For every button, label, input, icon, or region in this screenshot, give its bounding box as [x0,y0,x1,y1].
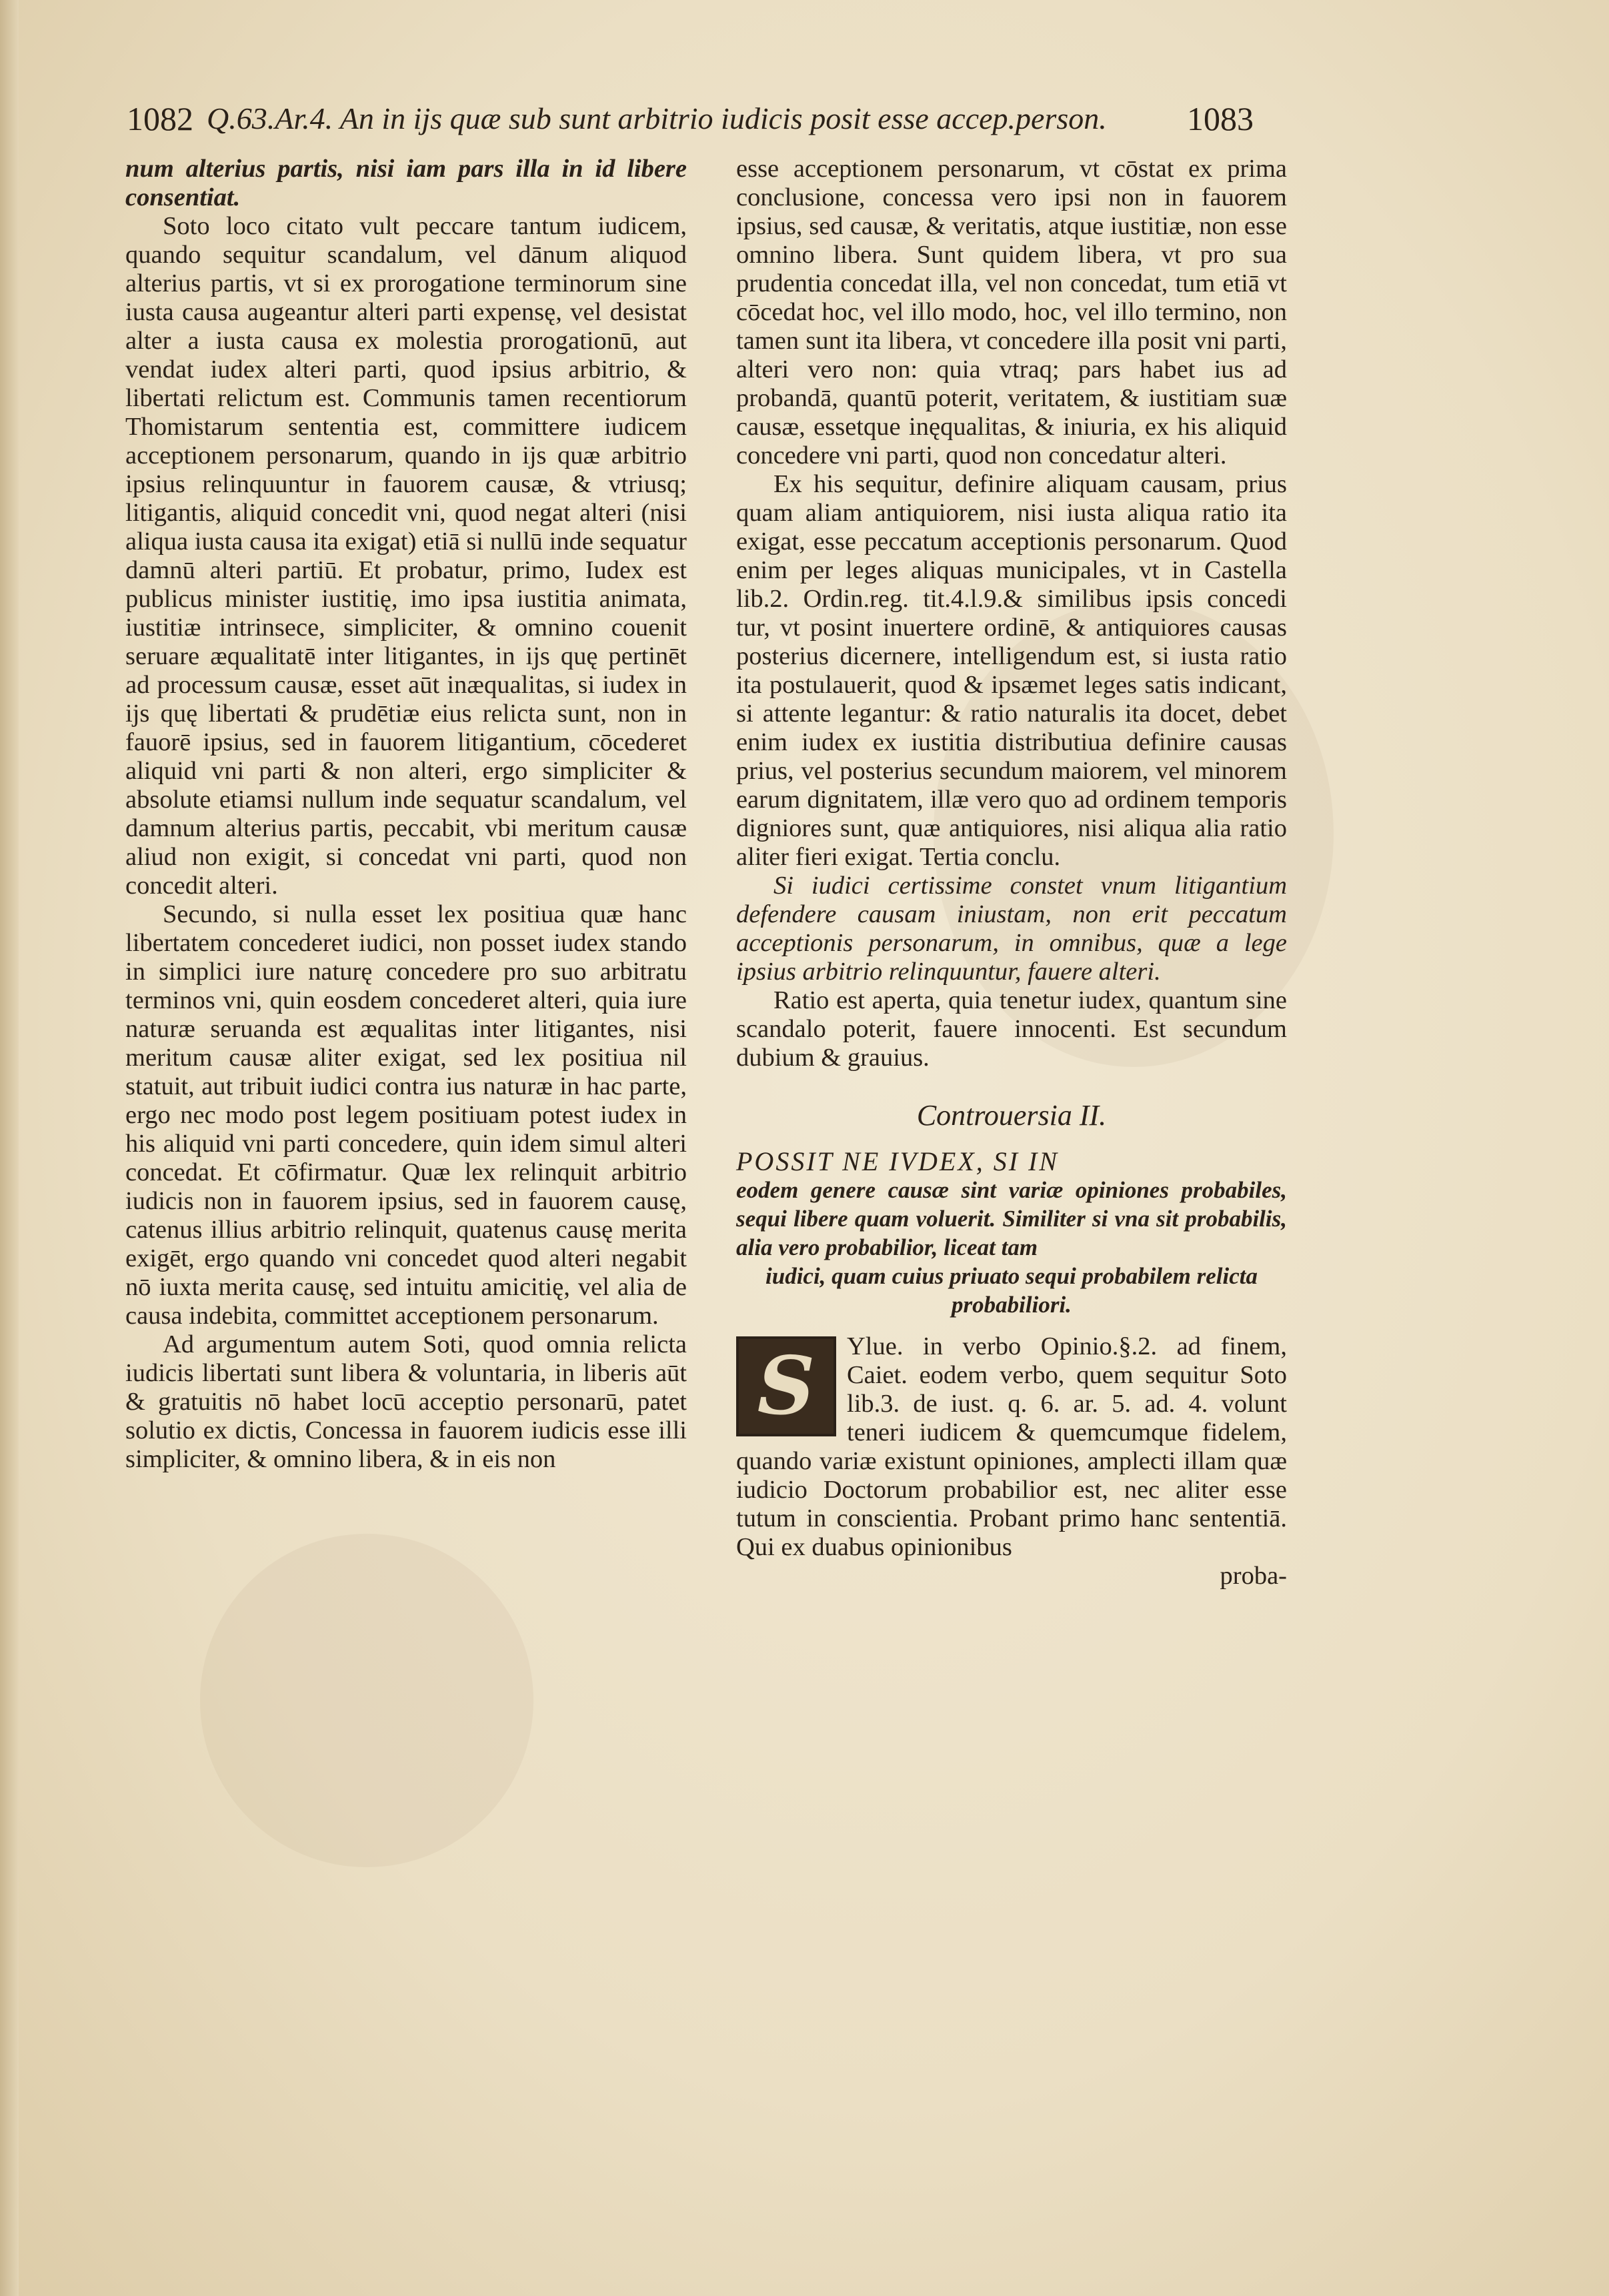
page-number-right: 1083 [1187,100,1254,137]
right-conclusion-italic: Si iudici certissime constet vnum litigantium defendere causam iniustam, non erit peccatum acceptionis personarum, in omnibus, quæ a lege ipsius arbitrio relinquuntur, fauere alteri. [736,872,1287,986]
page-number-left: 1082 [127,100,193,137]
left-paragraph-2: Soto loco citato vult peccare tantum iudicem, quando sequitur scandalum, vel dānum aliquod alterius partis, vt si ex prorogatione terminorum sine iusta causa augeantur alteri parti expensę, vel desistat alter a iusta causa ex molestia prorogationū, aut vendat iudex alteri parti, quod ipsius arbitrio, & libertati relictum est. Communis tamen recentiorum Thomistarum sententia est, committere iudicem acceptionem personarum, quando in ijs quæ arbitrio ipsius relinquuntur in fauorem causæ, & vtriusq; litigantis, aliquid concedit vni, quod negat alteri (nisi aliqua iusta causa ita exigat) etiā si nullū inde sequatur damnū alteri partiū. Et probatur, primo, Iudex est publicus minister iustitię, imo ipsa iustitia animata, iustitiæ intrinsece, simpliciter, & omnino couenit seruare æqualitatē inter litigantes, in ijs quę pertinēt ad processum causæ, esset aūt inæqualitas, si iudex in ijs quę libertati & prudētiæ eius relicta sunt, non in fauorē ipsius, sed in fauorem litigantium, cōcederet aliquid vni parti & non alteri, ergo simpliciter & absolute etiamsi nullum inde sequatur scandalum, vel damnum alterius partis, peccabit, vbi meritum causæ aliud non exigit, si concedat vni parti, quod non concedit alteri. [125,212,687,900]
question-text-last: iudici, quam cuius priuato sequi probabilem relicta probabiliori. [765,1263,1258,1318]
right-paragraph-1: esse acceptionem personarum, vt cōstat ex prima conclusione, concessa vero ipsi non in fauorem ipsius, sed causæ, & veritatis, atque iustitiæ, non esse omnino libera. Sunt quidem libera, vt pro sua prudentia concedat illa, vel non concedat, tum etiā vt cōcedat hoc, vel illo modo, hoc, vel illo termino, non tamen sunt ita libera, vt concedere illa posit vni parti, alteri vero non: quia vtraq; pars habet ius ad probandā, quantū poterit, veritatem, & iustitiam suæ causæ, essetque inęqualitas, & iniuria, ex his aliquid concedere vni parti, quod non concedatur alteri. [736,155,1287,469]
right-paragraph-4: Ratio est aperta, quia tenetur iudex, quantum sine scandalo poterit, fauere innocenti. Est secundum dubium & grauius. [736,986,1287,1072]
left-column [125,155,687,1474]
right-column [736,155,1287,1590]
question-text: eodem genere causæ sint variæ opiniones probabiles, sequi libere quam voluerit. Similiter si vna sit probabilis, alia vero probabilior, liceat tam [736,1177,1287,1260]
running-title: Q.63.Ar.4. An in ijs quæ sub sunt arbitrio iudicis posit esse accep.person. [207,101,1107,135]
left-paragraph-1: num alterius partis, nisi iam pars illa in id libere consentiat. [125,155,687,211]
left-paragraph-3: Secundo, si nulla esset lex positiua quæ hanc libertatem concederet iudici, non posset iudex stando in simplici iure naturę concedere pro suo arbitratu terminos vni, quin eosdem concederet alteri, quia iure naturæ seruanda est æqualitas inter litigantes, nisi meritum causæ aliter exigat, sed lex positiua nil statuit, aut tribuit iudici contra ius naturæ in hac parte, ergo nec modo post legem positiuam potest iudex in his aliquid vni parti concedere, quin idem simul alteri concedat. Et cōfirmatur. Quæ lex relinquit arbitrio iudicis non in fauorem ipsius, sed in fauorem causę, catenus illius arbitrio relinquit, quatenus causę merita exigēt, ergo quando vni concedet quod alteri negabit nō iuxta merita causę, sed intuitu amicitię, vel alia de causa indebita, committet acceptionem personarum. [125,900,687,1330]
binding-gutter [0,0,19,2296]
left-paragraph-4: Ad argumentum autem Soti, quod omnia relicta iudicis libertati sunt libera & voluntaria, in liberis aūt & gratuitis nō habet locū acceptio personarū, patet solutio ex dictis, Concessa in fauorem iudicis esse illi simpliciter, & omnino libera, & in eis non [125,1330,687,1473]
decorated-initial [736,1336,836,1436]
right-paragraph-2: Ex his sequitur, definire aliquam causam, prius quam aliam antiquiorem, nisi iusta aliqua ratio ita exigat, esse peccatum acceptionis personarum. Quod enim per leges aliquas municipales, vt in Castella lib.2. Ordin.reg. tit.4.l.9.& similibus ipsis concedi tur, vt posint inuertere ordinē, & antiquiores causas posterius dicernere, intelligendum est, si iusta ratio ita postulauerit, quod & ipsæmet leges satis indicant, si attente legantur: & ratio naturalis ita docet, debet enim iudex ex iustitia distributiua definire causas prius, vel posterius secundum maiorem, vel minorem earum dignitatem, illæ vero quo ad ordinem temporis digniores sunt, quæ antiquiores, nisi aliqua alia ratio aliter fieri exigat. Tertia conclu. [736,470,1287,871]
controversy-title: Controuersia II. [916,1099,1107,1132]
question-caps: POSSIT NE IVDEX, SI IN [736,1146,1060,1176]
opening-paragraph [736,1332,1287,1590]
running-header [127,92,1254,145]
initial-letter: S [757,1339,816,1433]
paper-stain [200,1534,533,1867]
catchword: proba- [1220,1562,1287,1590]
right-paragraph-5: Ylue. in verbo Opinio.§.2. ad finem, Caiet. eodem verbo, quem sequitur Soto lib.3. de iust. q. 6. ar. 5. ad. 4. volunt teneri iudicem & quemcumque fidelem, quando variæ existunt opiniones, amplecti illam quæ iudicio Doctorum probabilior est, nec aliter esse tutum in conscientia. Probant primo hanc sententiā. Qui ex duabus opinionibus [736,1332,1287,1561]
